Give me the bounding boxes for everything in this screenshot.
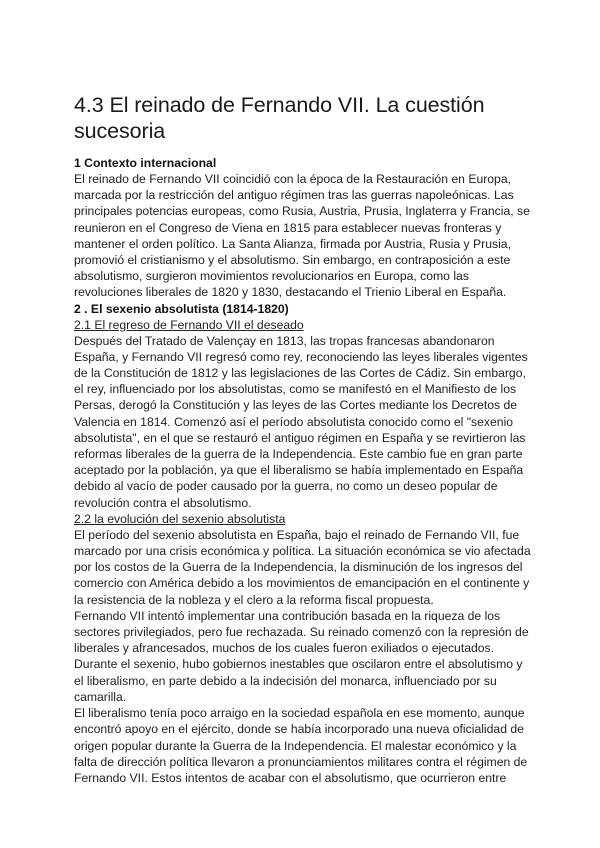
document-title: 4.3 El reinado de Fernando VII. La cuestión sucesoria xyxy=(74,93,485,143)
paragraph-evolucion-2: Fernando VII intentó implementar una contribución basada en la riqueza de los sectores privilegiados, pero fue rechazada. Su reinado comenzó con la represión de liberales y afrancesados, muchos de los cuales fueron exiliados o ejecutados. Durante el sexenio, hubo gobiernos inestables que oscilaron entre el absolutismo y el liberalismo, en parte debido a la indecisión del monarca, influenciado por su camarilla. xyxy=(74,608,529,704)
paragraph-regreso: Después del Tratado de Valençay en 1813, las tropas francesas abandonaron España, y Fernando VII regresó como rey, reconociendo las leyes liberales vigentes de la Constitución de 1812 y las legislaciones de las Cortes de Cádiz. Sin embargo, el rey, influenciado por los absolutistas, como se manifestó en el Manifiesto de los Persas, derogó la Constitución y las leyes de las Cortes mediante los Decretos de Valencia en 1814. Comenzó así el período absolutista conocido como el "sexenio absolutista", en el que se restauró el antiguo régimen en España y se revirtieron las reformas liberales de la guerra de la Independencia. Este cambio fue en gran parte aceptado por la población, ya que el liberalismo se había implementado en España debido al vacío de poder causado por la guerra, no como un deseo popular de revolución contra el absolutismo. xyxy=(74,333,528,510)
subsection-heading-evolucion: 2.2 la evolución del sexenio absolutista xyxy=(74,511,286,526)
document-body xyxy=(74,92,534,786)
section-heading-sexenio: 2 . El sexenio absolutista (1814-1820) xyxy=(74,301,289,316)
paragraph-evolucion-1: El período del sexenio absolutista en España, bajo el reinado de Fernando VII, fue marcado por una crisis económica y política. La situación económica se vio afectada por los costos de la Guerra de la Independencia, la disminución de los ingresos del comercio con América debido a los movimientos de emancipación en el continente y la resistencia de la nobleza y el clero a la reforma fiscal propuesta. xyxy=(74,527,531,607)
section-heading-contexto: 1 Contexto internacional xyxy=(74,156,217,170)
subsection-heading-regreso: 2.1 El regreso de Fernando VII el deseado xyxy=(74,317,304,332)
paragraph-contexto: El reinado de Fernando VII coincidió con la época de la Restauración en Europa, marcada por la restricción del antiguo régimen tras las guerras napoleónicas. Las principales potencias europeas, como Rusia, Austria, Prusia, Inglaterra y Francia, se reunieron en el Congreso de Viena en 1815 para establecer nuevas fronteras y mantener el orden político. La Santa Alianza, firmada por Austria, Rusia y Prusia, promovió el cristianismo y el absolutismo. Sin embargo, en contraposición a este absolutismo, surgieron movimientos revolucionarios en Europa, como las revoluciones liberales de 1820 y 1830, destacando el Trienio Liberal en España. xyxy=(74,172,530,300)
paragraph-evolucion-3: El liberalismo tenía poco arraigo en la sociedad española en ese momento, aunque encontró apoyo en el ejército, donde se había incorporado una nueva oficialidad de origen popular durante la Guerra de la Independencia. El malestar económico y la falta de dirección política llevaron a pronunciamientos militares contra el régimen de Fernando VII. Estos intentos de acabar con el absolutismo, que ocurrieron entre xyxy=(74,706,528,785)
